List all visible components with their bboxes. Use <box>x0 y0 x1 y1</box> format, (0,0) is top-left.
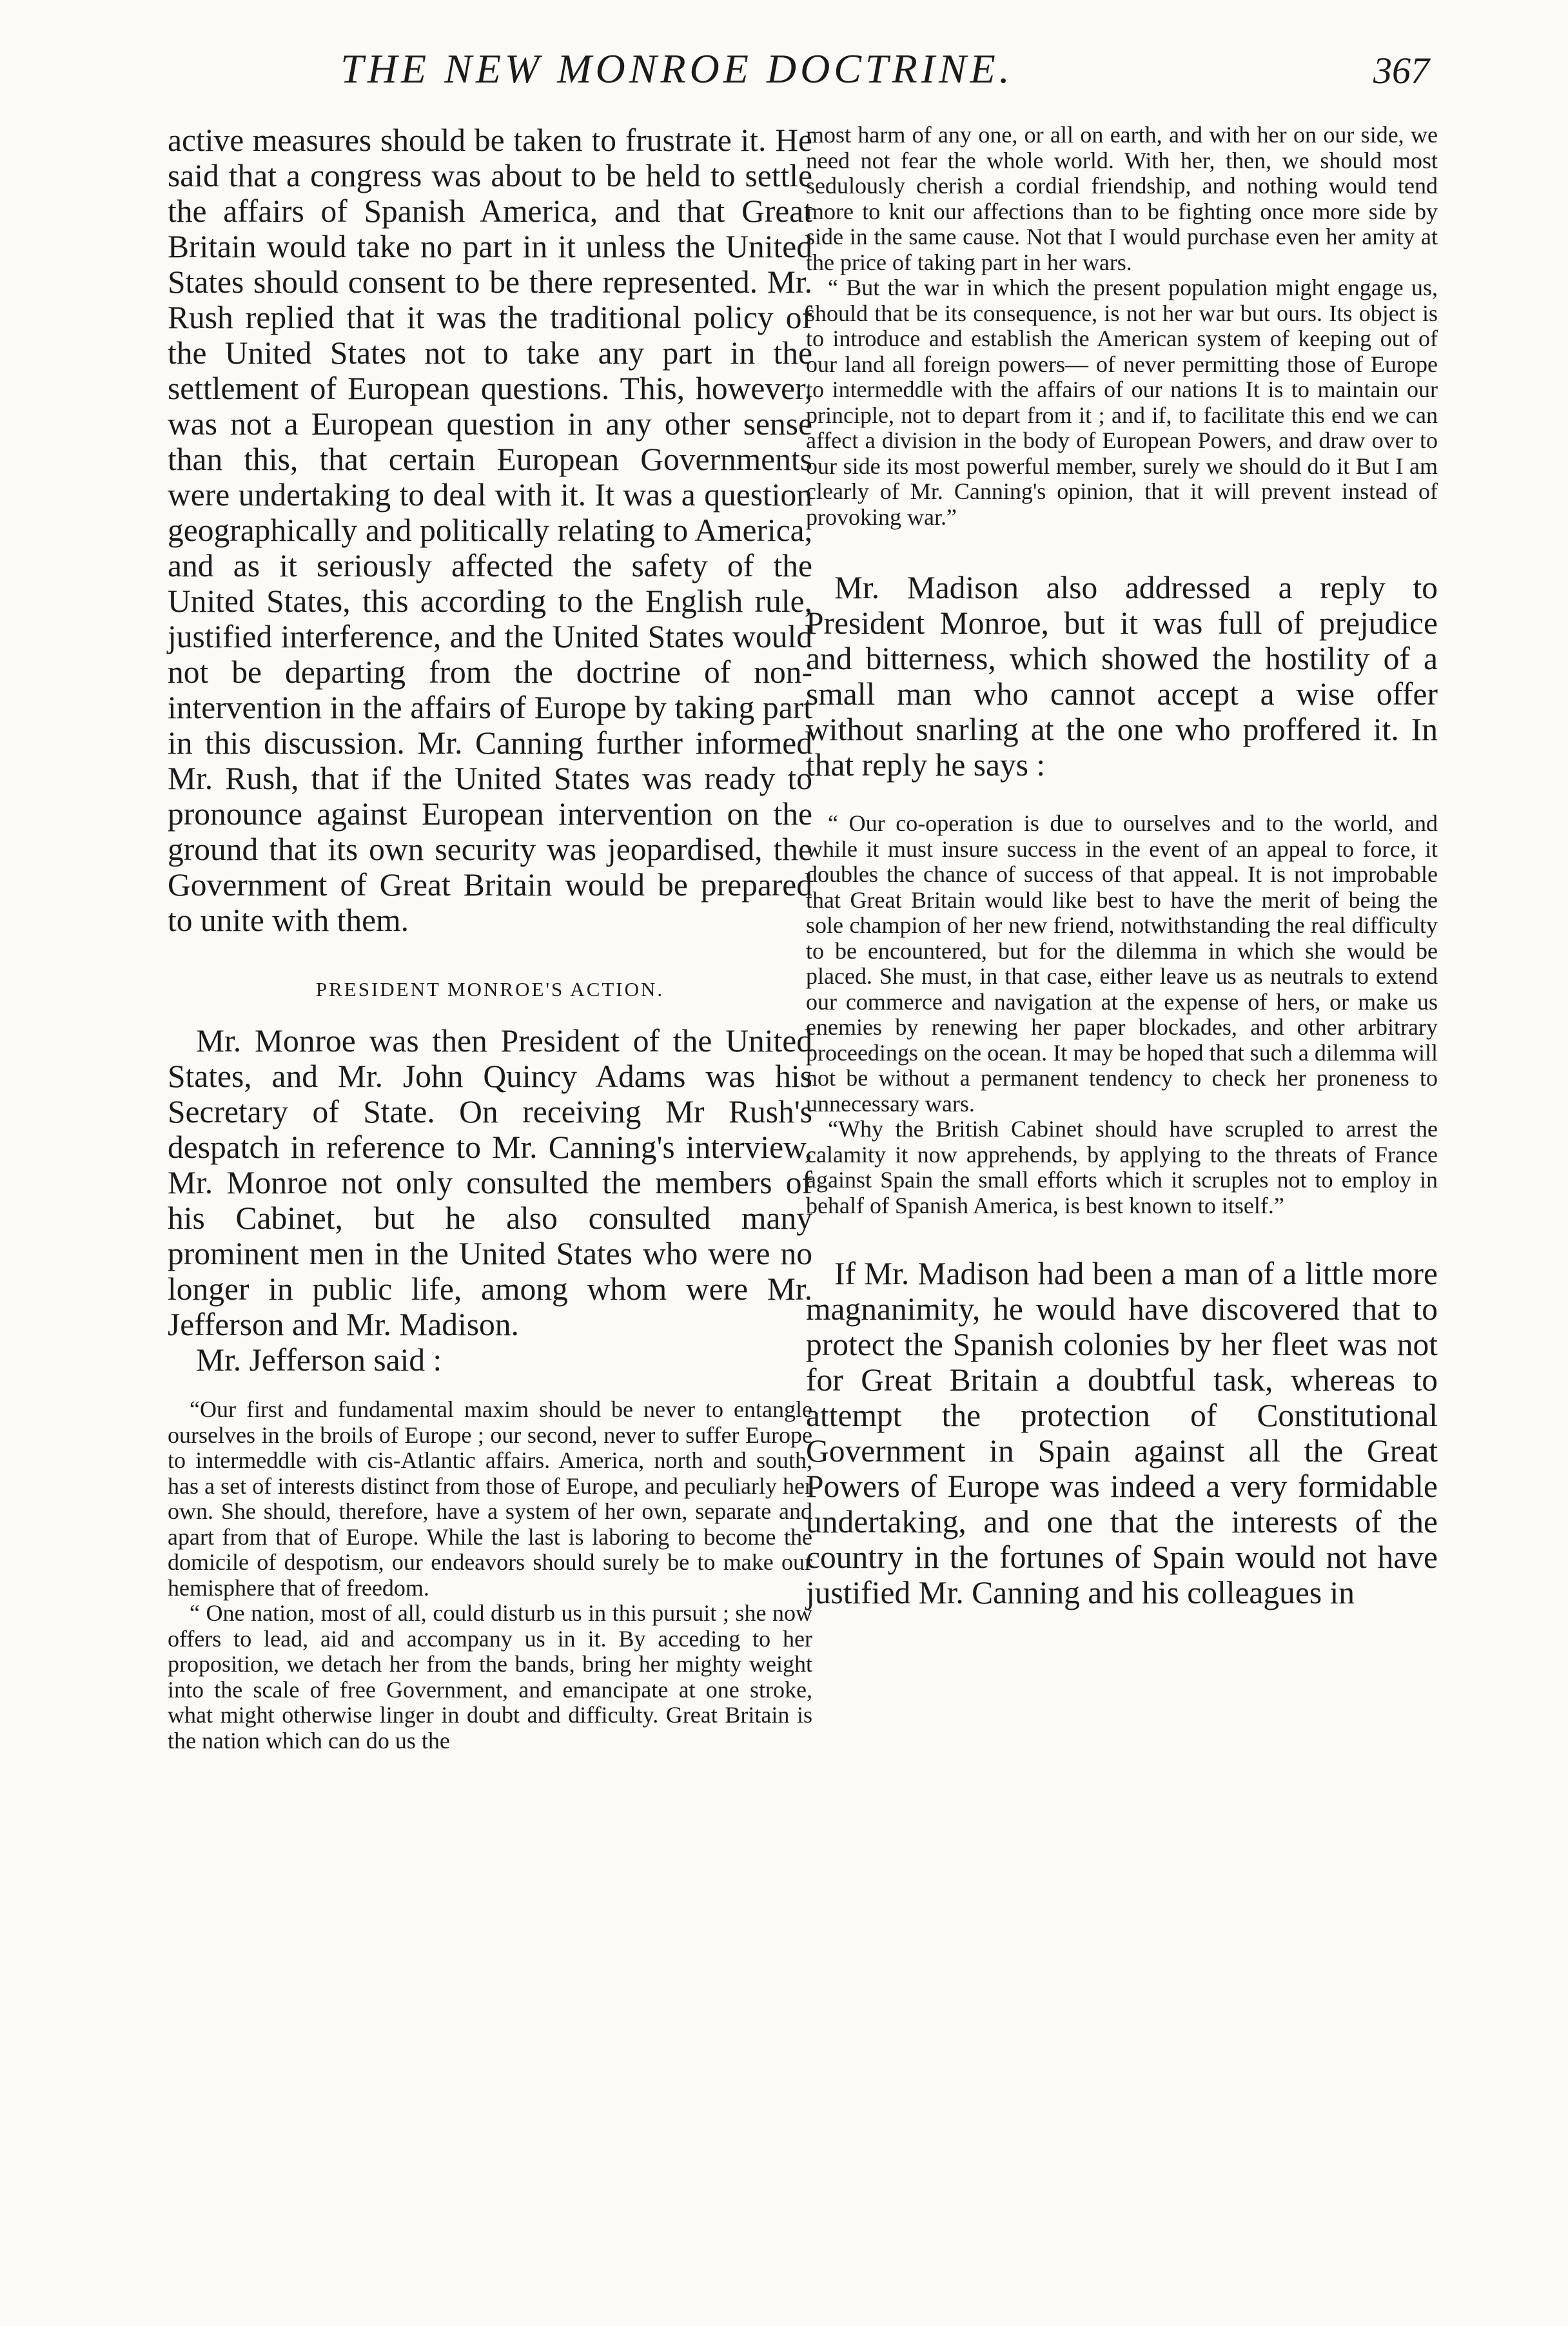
paragraph-madison-reply: Mr. Madison also addressed a reply to President Monroe, but it was full of prejudice and bitterness, which showed the hostility of a small man who cannot accept a wise offer without snarling at the one who proffered it. In that reply he says : <box>806 570 1438 783</box>
paragraph-jefferson-said: Mr. Jefferson said : <box>196 1342 442 1378</box>
page-number: 367 <box>1373 50 1429 92</box>
jefferson-quote <box>168 1397 812 1754</box>
jefferson-quote-continued <box>806 122 1438 530</box>
quote-paragraph: “Why the British Cabinet should have scrupled to arrest the calamity it now apprehends, by applying to the threats of France against Spain the small efforts which it scruples not to employ in behalf of Spanish America, is best known to itself.” <box>806 1116 1438 1218</box>
left-column <box>168 122 812 1775</box>
paragraph-monroe-president: Mr. Monroe was then President of the United States, and Mr. John Quincy Adams was his Secretary of State. On receiving Mr Rush's despatch in reference to Mr. Canning's interview, Mr. Monroe not only consulted the members of his Cabinet, but he also consulted many prominent men in the United States who were no longer in public life, among whom were Mr. Jefferson and Mr. Madison. <box>168 1023 812 1342</box>
running-header-title: THE NEW MONROE DOCTRINE. <box>340 46 1014 92</box>
quote-paragraph: “Our first and fundamental maxim should be never to entangle ourselves in the broils of Europe ; our second, never to suffer Europe to intermeddle with cis-Atlantic affairs. America, north and south, has a set of interests distinct from those of Europe, and peculiarly her own. She should, therefore, have a system of her own, separate and apart from that of Europe. While the last is laboring to become the domicile of despotism, our endeavors should surely be to make our hemisphere that of freedom. <box>168 1396 812 1601</box>
section-heading-monroe-action: PRESIDENT MONROE'S ACTION. <box>315 978 665 1001</box>
right-column <box>806 122 1438 1610</box>
paragraph-madison-magnanimity: If Mr. Madison had been a man of a little more magnanimity, he would have discovered that to protect the Spanish colonies by her fleet was not for Great Britain a doubtful task, whereas to attempt the protection of Constitutional Government in Spain against all the Great Powers of Europe was indeed a very formidable undertaking, and one that the interests of the country in the fortunes of Spain would not have justified Mr. Canning and his colleagues in <box>806 1256 1438 1610</box>
quote-paragraph: “ One nation, most of all, could disturb us in this pursuit ; she now offers to lead, aid and accompany us in it. By acceding to her proposition, we detach her from the bands, bring her mighty weight into the scale of free Government, and emancipate at one stroke, what might otherwise linger in doubt and difficulty. Great Britain is the nation which can do us the <box>168 1600 812 1754</box>
quote-paragraph: “ Our co-operation is due to ourselves and to the world, and while it must insure success in the event of an appeal to force, it doubles the chance of success of that appeal. It is not improbable that Great Britain would like best to have the merit of being the sole champion of her new friend, notwithstanding the real difficulty to be encountered, but for the dilemma in which she would be placed. She must, in that case, either leave us as neutrals to extend our commerce and navigation at the expense of hers, or make us enemies by renewing her paper blockades, and other arbitrary proceedings on the ocean. It may be hoped that such a dilemma will not be without a permanent tendency to check her proneness to unnecessary wars. <box>806 810 1438 1117</box>
madison-quote <box>806 811 1438 1218</box>
quote-paragraph: most harm of any one, or all on earth, and with her on our side, we need not fear the whole world. With her, then, we should most sedulously cherish a cordial friendship, and nothing would tend more to knit our affections than to be fighting once more side by side in the same cause. Not that I would purchase even her amity at the price of taking part in her wars. <box>806 122 1438 275</box>
quote-paragraph: “ But the war in which the present population might engage us, should that be its consequence, is not her war but ours. Its object is to introduce and establish the American system of keeping out of our land all foreign powers— of never permitting those of Europe to intermeddle with the affairs of our nations It is to maintain our principle, not to depart from it ; and if, to facilitate this end we can affect a division in the body of European Powers, and draw over to our side its most powerful member, surely we should do it But I am clearly of Mr. Canning's opinion, that it will prevent instead of provoking war.” <box>806 275 1438 530</box>
paragraph-canning-congress: active measures should be taken to frustrate it. He said that a congress was about to be held to settle the affairs of Spanish America, and that Great Britain would take no part in it unless the United States should consent to be there represented. Mr. Rush replied that it was the traditional policy of the United States not to take any part in the settlement of European questions. This, however, was not a European question in any other sense than this, that certain European Governments were undertaking to deal with it. It was a question geographically and politically relating to America, and as it seriously affected the safety of the United States, this according to the English rule, justified interference, and the United States would not be departing from the doctrine of non-intervention in the affairs of Europe by taking part in this discussion. Mr. Canning further informed Mr. Rush, that if the United States was ready to pronounce against European intervention on the ground that its own security was jeopardised, the Government of Great Britain would be prepared to unite with them. <box>168 122 812 938</box>
